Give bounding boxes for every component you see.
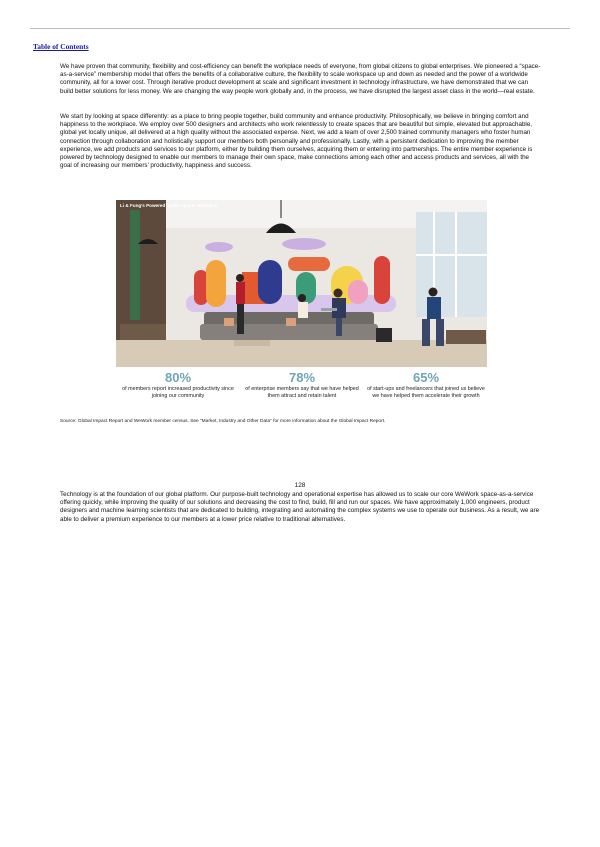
table-of-contents-link[interactable]: Table of Contents [33, 42, 89, 51]
stat-talent [240, 371, 364, 399]
paragraph-technology: Technology is at the foundation of our global platform. Our purpose-built technology and operational expertise has allowed us to scale our core WeWork space-as-a-service offering quickly, while improving the quality of our solutions and decreasing the cost to find, build, fill and run our spaces. We have approximately 1,000 engineers, product designers and machine learning scientists that are dedicated to building, integrating and automating the complex systems we use to operate our business. As a result, we are able to deliver a premium experience to our members at a lower price relative to traditional alternatives. [60, 491, 540, 523]
top-rule [30, 28, 570, 29]
stat-description: of members report increased productivity since joining our community [122, 386, 234, 399]
paragraph-community: We have proven that community, flexibility and cost-efficiency can benefit the workplace needs of everyone, from global citizens to global enterprises. We pioneered a “space-as-a-service” membership model that offers the benefits of a collaborative culture, the flexibility to scale workspace up and down as needed and the power of a worldwide community, all for a lower cost. Through iterative product development at scale and significant investment in technology infrastructure, we have demonstrated that we can build better solutions for less money. We are changing the way people work globally and, in the process, we have disrupted the largest asset class in the world—real estate. [60, 63, 541, 95]
figure-source-note: Source: Global Impact Report and WeWork member census. See “Market, Industry and Other Data” for more information about the Global Impact Report. [60, 419, 386, 424]
page-number: 128 [294, 482, 306, 489]
paragraph-space: We start by looking at space differently: as a place to bring people together, build community and enhance productivity. Philosophically, we believe in bringing comfort and happiness to the workplace. We employ over 500 designers and architects who work relentlessly to create spaces that are beautiful but simple, elevated but approachable, global yet locally unique, all delivered at a high quality without the associated expense. Next, we add a team of over 2,500 trained community managers who foster human connection through collaboration and holistically support our members both personally and professionally. Lastly, with a persistent dedication to improving the member experience, we add products and services to our platform, either by building them ourselves, acquiring them or entering into partnerships. The entire member experience is powered by technology designed to enable our members to manage their own space, make connections among each other and access products and services, all with the goal of increasing our members’ productivity, happiness and success. [60, 113, 533, 170]
stat-description: of enterprise members say that we have helped them attract and retain talent [245, 386, 359, 399]
stat-growth [364, 371, 488, 399]
stat-value: 65% [412, 370, 440, 385]
office-photo [116, 200, 487, 367]
stat-productivity [116, 371, 240, 399]
photo-caption: Li & Fung’s Powered by We space, Shanghai [120, 203, 218, 208]
stat-description: of start-ups and freelancers that joined us believe we have helped them accelerate their growth [367, 386, 485, 399]
stat-value: 80% [164, 370, 192, 385]
stats-row [116, 371, 487, 413]
stat-value: 78% [288, 370, 316, 385]
